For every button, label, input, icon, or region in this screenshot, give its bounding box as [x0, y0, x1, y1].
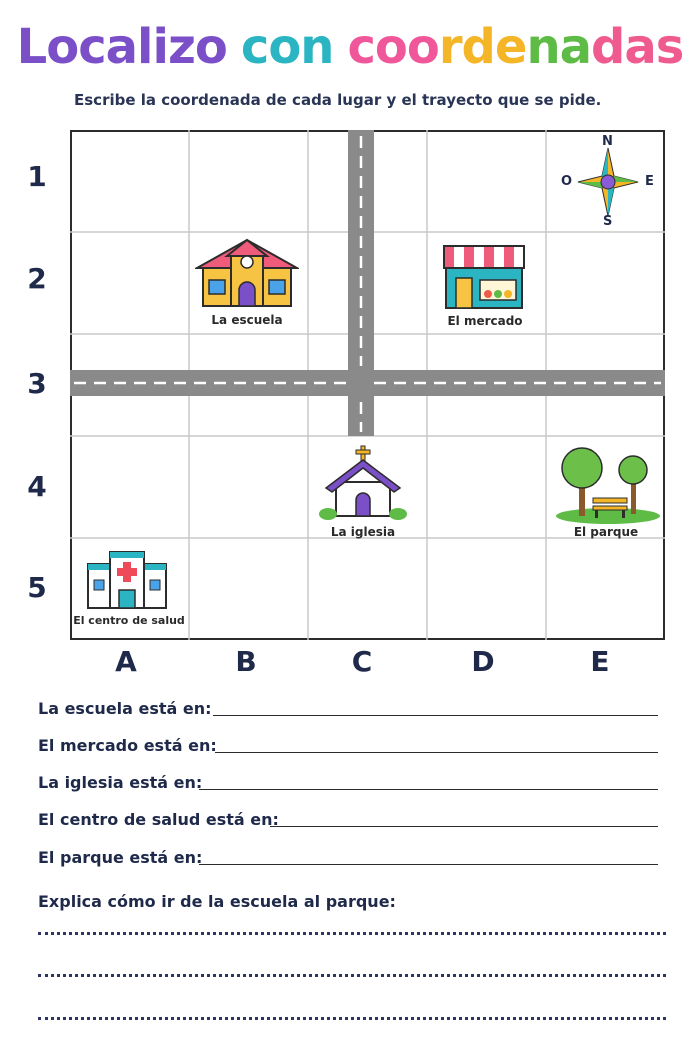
answer-line-market[interactable] — [215, 752, 658, 753]
title-part: coo — [347, 19, 439, 75]
church-label: La iglesia — [330, 525, 396, 539]
title-part: rde — [438, 19, 527, 75]
page-title — [0, 12, 700, 82]
answer-line-health-center[interactable] — [270, 826, 658, 827]
question-park: El parque está en: — [38, 848, 203, 867]
question-school: La escuela está en: — [38, 699, 212, 718]
title-part: Localizo — [16, 19, 227, 75]
title-part: na — [526, 19, 592, 75]
row-label-2: 2 — [27, 262, 47, 295]
explain-prompt: Explica cómo ir de la escuela al parque: — [38, 892, 396, 911]
compass-east-label: E — [645, 174, 654, 189]
row-label-3: 3 — [27, 367, 47, 400]
question-health-center: El centro de salud está en: — [38, 810, 279, 829]
compass-north-label: N — [602, 134, 613, 149]
school-icon — [195, 236, 299, 308]
column-label-a: A — [115, 645, 137, 678]
health-center-icon — [86, 548, 168, 610]
row-label-5: 5 — [27, 571, 47, 604]
question-market: El mercado está en: — [38, 736, 217, 755]
instruction-text: Escribe la coordenada de cada lugar y el trayecto que se pide. — [74, 91, 602, 109]
column-label-c: C — [351, 645, 373, 678]
answer-dotted-line-2[interactable] — [38, 974, 666, 977]
answer-dotted-line-1[interactable] — [38, 932, 666, 935]
compass-rose-icon — [556, 134, 660, 230]
school-label: La escuela — [211, 313, 283, 327]
park-icon — [555, 444, 661, 524]
column-label-b: B — [235, 645, 257, 678]
park-label: El parque — [573, 525, 639, 539]
market-label: El mercado — [447, 314, 523, 328]
answer-line-school[interactable] — [213, 715, 658, 716]
vertical-road — [348, 130, 374, 436]
column-label-d: D — [471, 645, 495, 678]
answer-dotted-line-3[interactable] — [38, 1017, 666, 1020]
column-label-e: E — [590, 645, 610, 678]
answer-line-park[interactable] — [199, 864, 658, 865]
compass-south-label: S — [603, 214, 613, 229]
church-icon — [318, 444, 408, 520]
question-church: La iglesia está en: — [38, 773, 203, 792]
row-label-1: 1 — [27, 160, 47, 193]
title-part: con — [240, 19, 334, 75]
compass-west-label: O — [561, 174, 573, 189]
answer-line-church[interactable] — [199, 789, 658, 790]
market-icon — [440, 240, 528, 310]
title-part: das — [591, 19, 684, 75]
health-center-label: El centro de salud — [73, 614, 185, 627]
row-label-4: 4 — [27, 470, 47, 503]
